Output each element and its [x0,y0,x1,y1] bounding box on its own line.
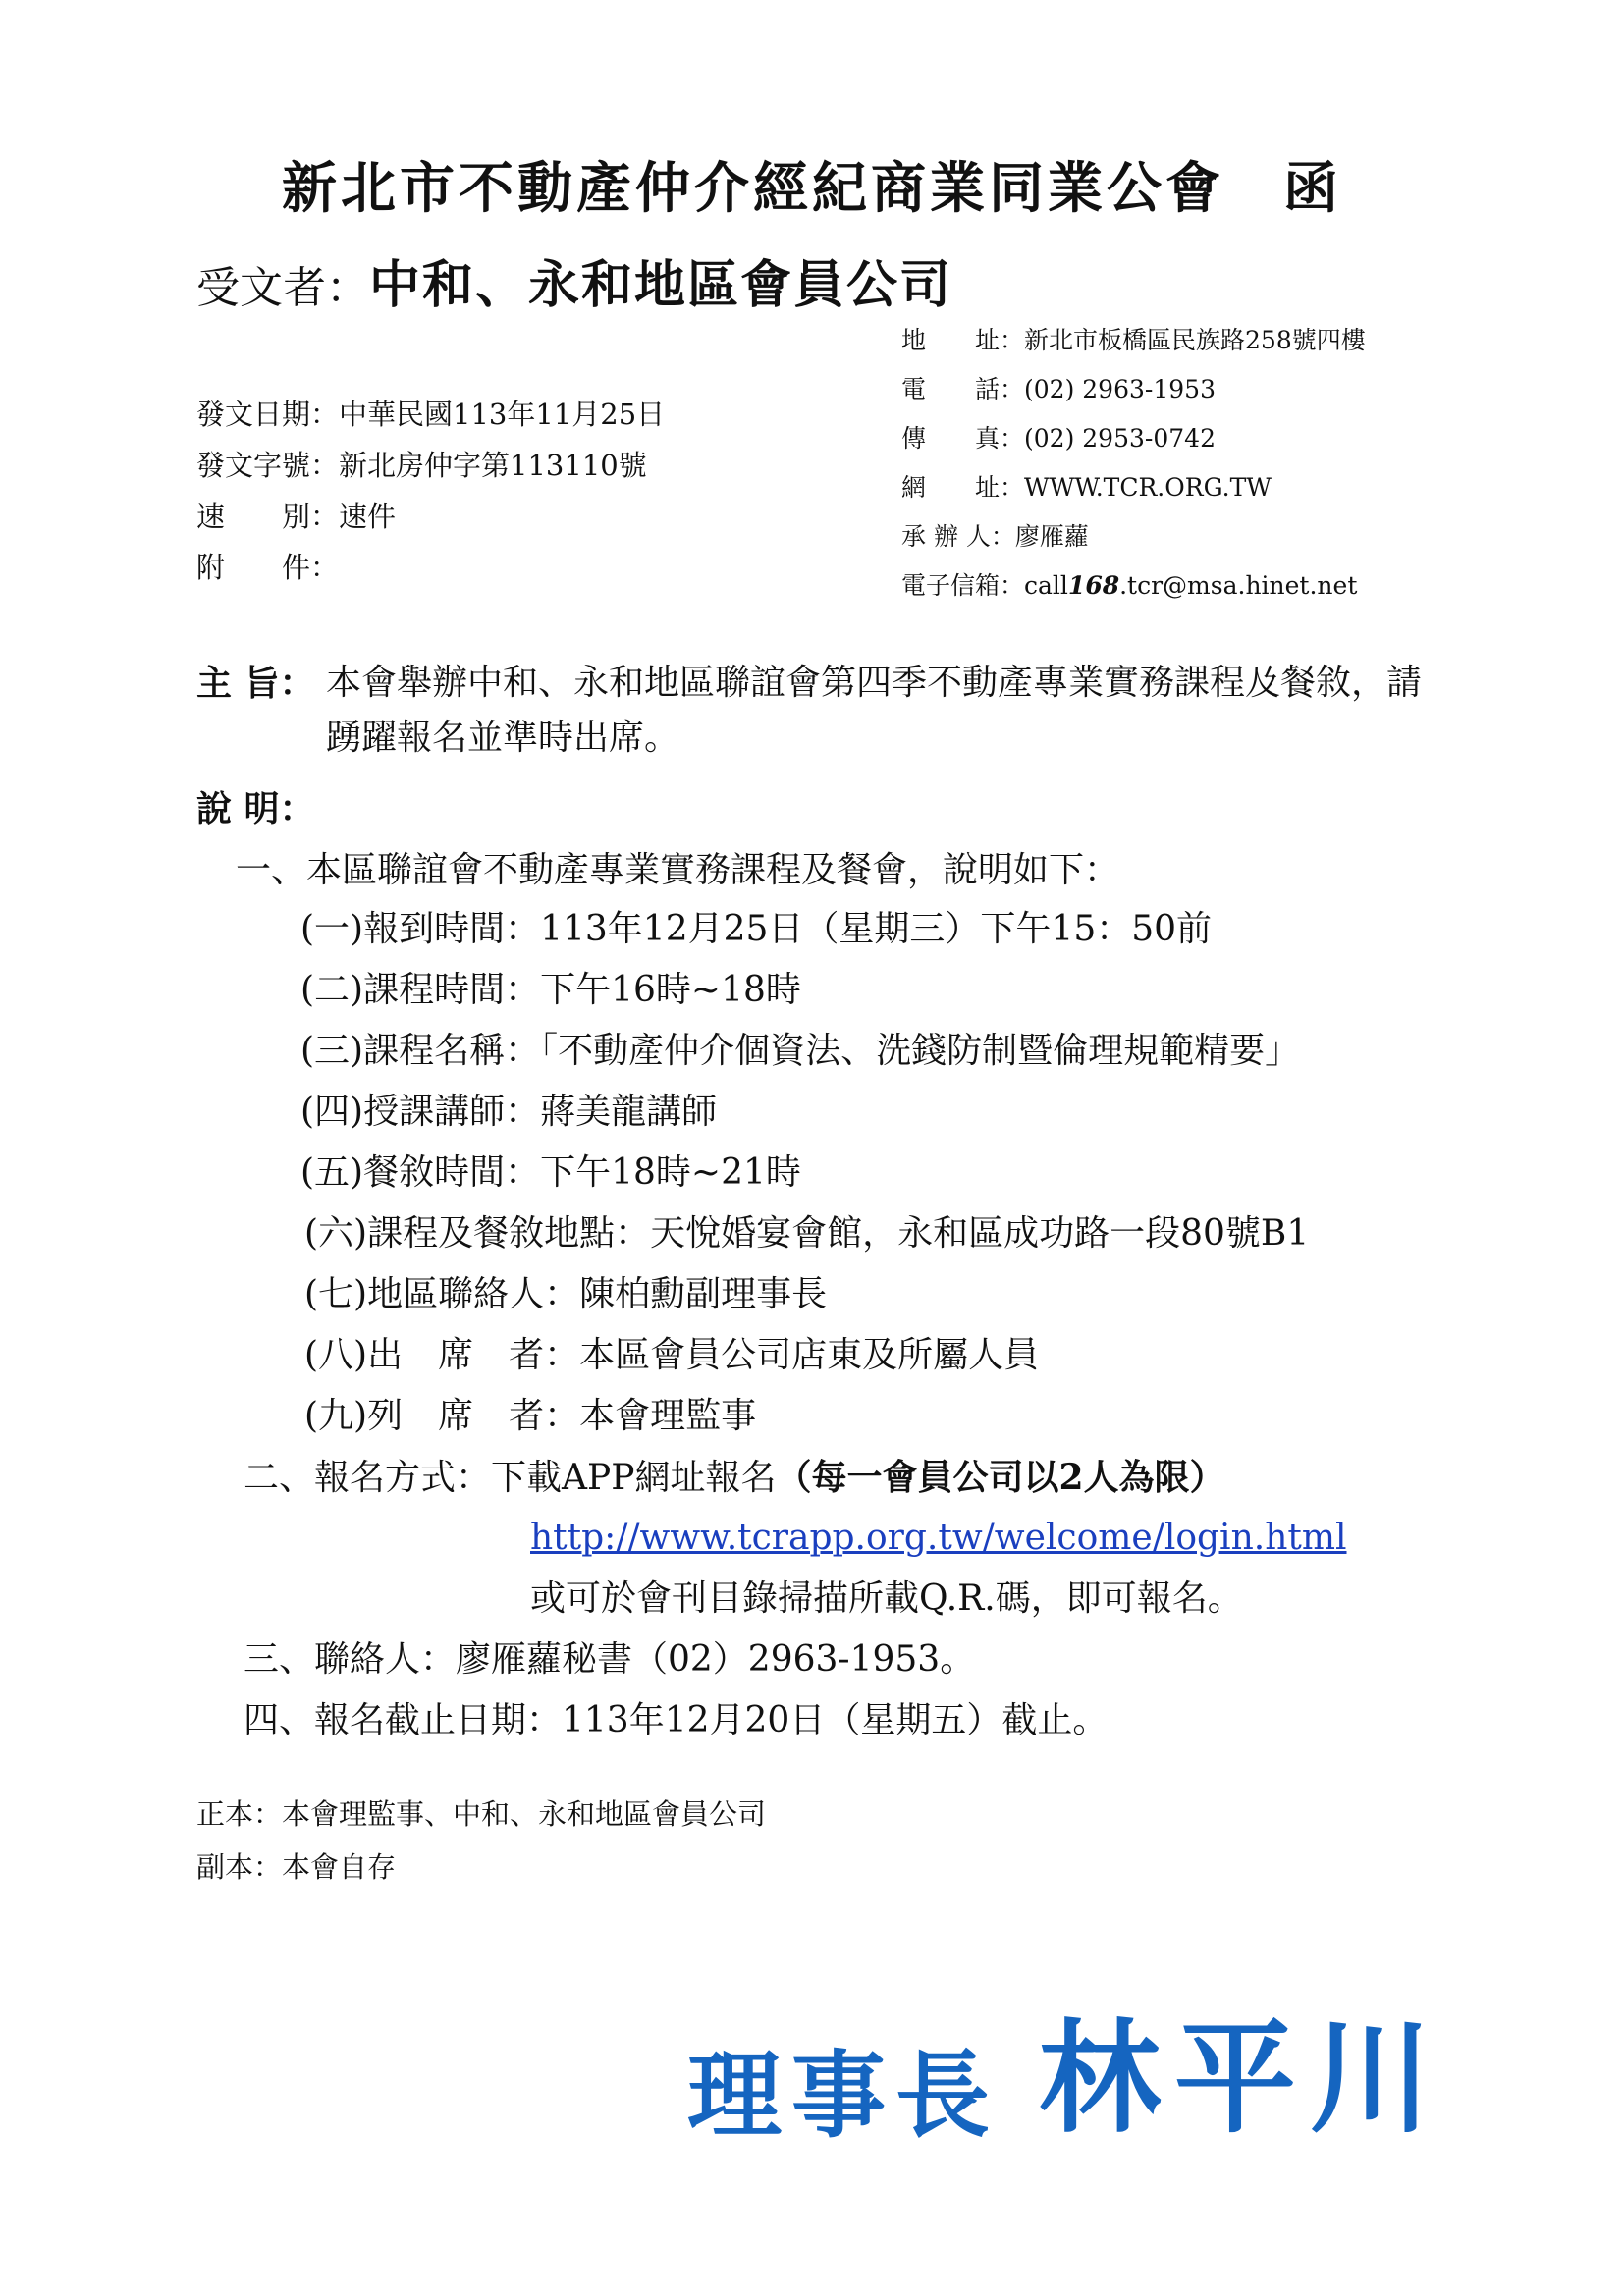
speed-value: 速件 [339,500,397,533]
explanation-sub-1: (一)報到時間：113年12月25日（星期三）下午15：50前 [300,909,1213,949]
fax-value: (02) 2953-0742 [1024,424,1216,453]
registration-link[interactable]: http://www.tcrapp.org.tw/welcome/login.html [530,1518,1347,1558]
contact-address-row [901,316,1366,365]
phone-label: 電 話： [901,375,1025,403]
meta-speed-row [196,491,665,542]
recipient-value: 中和、永和地區會員公司 [369,255,953,315]
explanation-item-2 [244,1453,1225,1503]
subject-text: 本會舉辦中和、永和地區聯誼會第四季不動產專業實務課程及餐敘，請踴躍報名並準時出席。 [326,663,1423,758]
contact-fax-row [901,414,1366,463]
signature [687,1981,1445,2156]
registration-limit: （每一會員公司以2人為限） [776,1457,1225,1498]
explanation-sub-8: (八)出 席 者：本區會員公司店東及所屬人員 [304,1335,1040,1375]
email-value [1024,561,1357,611]
explanation-item-1: 一、本區聯誼會不動產專業實務課程及餐會，說明如下： [236,850,1120,890]
explanation-sub-7: (七)地區聯絡人：陳柏勳副理事長 [304,1274,828,1314]
registration-note: 或可於會刊目錄掃描所載Q.R.碼，即可報名。 [530,1578,1243,1619]
explanation-sub-5: (五)餐敘時間：下午18時~21時 [300,1152,801,1193]
meta-number-row [196,440,665,491]
meta-attach-row [196,542,665,593]
email-label: 電子信箱： [901,571,1025,600]
meta-block [196,389,665,593]
explanation-sub-3: (三)課程名稱：「不動產仲介個資法、洗錢防制暨倫理規範精要」 [300,1031,1301,1071]
registration-method: 二、報名方式：下載APP網址報名 [244,1458,777,1498]
explanation-label: 說 明： [196,788,315,829]
recipient-label: 受文者： [196,263,369,313]
handler-label: 承 辦 人： [901,522,1015,551]
signature-role: 理事長 [687,2041,1000,2151]
number-value: 新北房仲字第113110號 [339,449,647,482]
date-label: 發文日期： [196,398,340,431]
meta-date-row [196,389,665,440]
distribution-copy: 副本：本會自存 [196,1850,397,1884]
website-label: 網 址： [901,473,1025,502]
number-label: 發文字號： [196,449,340,482]
explanation-sub-6: (六)課程及餐敘地點：天悅婚宴會館，永和區成功路一段80號B1 [304,1213,1310,1254]
contact-handler-row [901,512,1366,561]
recipient-line [196,243,952,317]
contact-email-row [901,561,1366,611]
contact-website-row [901,463,1366,512]
explanation-item-4: 四、報名截止日期：113年12月20日（星期五）截止。 [244,1700,1109,1740]
speed-label: 速 別： [196,500,340,533]
explanation-sub-4: (四)授課講師：蔣美龍講師 [300,1092,718,1132]
document-title: 新北市不動產仲介經紀商業同業公會 函 [282,156,1342,221]
email-suffix: .tcr@msa.hinet.net [1119,571,1358,600]
subject-label: 主 旨： [196,663,315,704]
address-label: 地 址： [901,326,1025,354]
attach-label: 附 件： [196,551,340,584]
email-emphasis: 168 [1067,571,1120,600]
address-value: 新北市板橋區民族路258號四樓 [1024,326,1366,354]
explanation-sub-2: (二)課程時間：下午16時~18時 [300,970,801,1010]
explanation-item-3: 三、聯絡人：廖雁蘿秘書（02）2963-1953。 [244,1639,976,1680]
distribution-original: 正本：本會理監事、中和、永和地區會員公司 [196,1797,767,1831]
signature-name: 林平川 [1039,2008,1446,2150]
phone-value: (02) 2963-1953 [1024,375,1216,403]
fax-label: 傳 真： [901,424,1025,453]
email-prefix: call [1024,571,1068,600]
handler-value: 廖雁蘿 [1014,522,1089,551]
website-value: WWW.TCR.ORG.TW [1024,473,1272,502]
contact-block [901,316,1366,611]
contact-phone-row [901,365,1366,414]
date-value: 中華民國113年11月25日 [339,398,666,431]
explanation-sub-9: (九)列 席 者：本會理監事 [304,1396,757,1436]
